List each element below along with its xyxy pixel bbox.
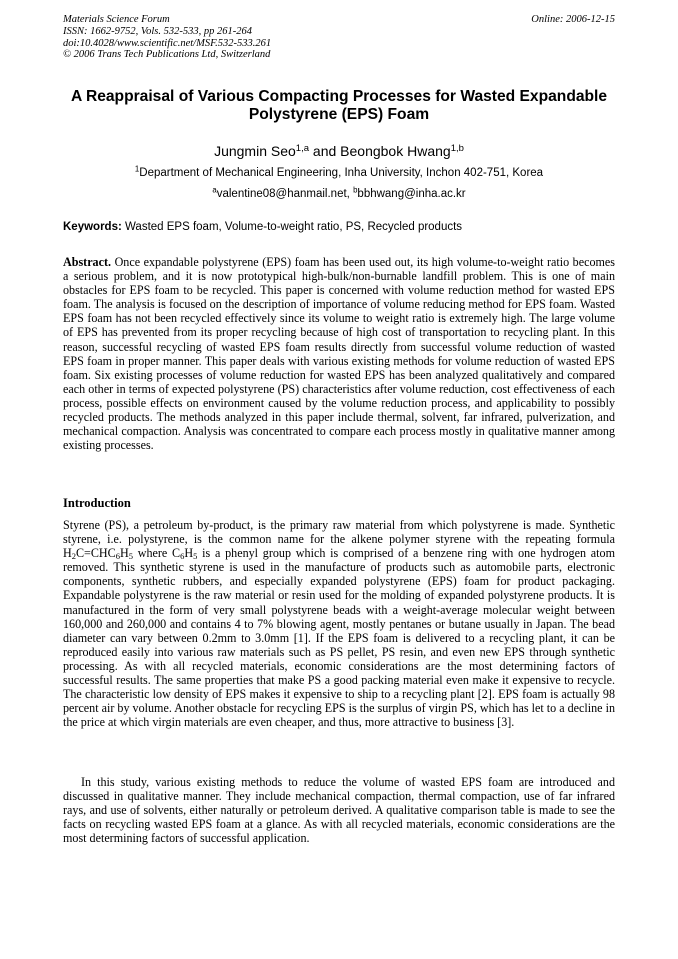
keywords-text: Wasted EPS foam, Volume-to-weight ratio, PS, Recycled products [121, 221, 463, 233]
formula-subscript: 5 [193, 551, 198, 562]
paragraph-text: is a phenyl group which is comprised of a benzene ring with one hydrogen atom removed. This synthetic styrene is used in the manufacture of products such as automobile parts, electronic components, synthetic rubbers, and especially expanded polystyrene (EPS) foam for product packaging. Expandable polystyrene is the raw material or resin used for the molding of expanded polystyrene products. It is manufactured in the form of very small polystyrene beads with a weight-average molecular weight between 160,000 and 260,000 and contains 4 to 7% blowing agent, mostly pentanes or butane usually in Japan. The bead diameter can vary between 0.2mm to 3.0mm [1]. If the EPS foam is delivered to a recycling plant, it can be reproduced easily into various raw materials such as PS pellet, PS resin, and even new EPS through synthetic processing. As with all recycled materials, economic considerations are the most determining factors of successful results. The same properties that make PS a good packing material even make it expensive to recycle. The characteristic low density of EPS makes it expensive to ship to a recycling plant [2]. EPS foam is actually 98 percent air by volume. Another obstacle for recycling EPS is the surplus of virgin PS, which has let to a decline in the price at which virgin materials are even cheaper, and thus, more attractive to business [3]. [63, 546, 615, 730]
issn-line: ISSN: 1662-9752, Vols. 532-533, pp 261-264 [63, 25, 252, 37]
affiliation-text: Department of Mechanical Engineering, Inha University, Inchon 402-751, Korea [139, 167, 544, 179]
formula-subscript: 2 [71, 551, 76, 562]
author-conjunction: and [309, 143, 341, 159]
intro-paragraph-1 [63, 518, 615, 729]
abstract-label: Abstract. [63, 255, 112, 269]
paper-title [50, 88, 628, 123]
formula-subscript: 6 [180, 551, 185, 562]
title-line-2: Polystyrene (EPS) Foam [248, 105, 430, 123]
abstract [63, 255, 615, 452]
author-emails [50, 187, 628, 201]
keywords-label: Keywords: [63, 221, 122, 233]
affiliation-superscript: 1 [134, 164, 140, 174]
email-text: bbhwang@inha.ac.kr [357, 188, 466, 200]
journal-name: Materials Science Forum [63, 14, 170, 25]
author-superscript: 1,a [295, 142, 310, 154]
author-superscript: 1,b [450, 142, 464, 154]
section-heading: Introduction [63, 496, 131, 510]
keywords [63, 220, 615, 234]
paragraph-text: C=CHC [75, 546, 116, 561]
paragraph-text: H [184, 546, 194, 561]
copyright-line: © 2006 Trans Tech Publications Ltd, Switzerland [63, 49, 271, 61]
abstract-text: Once expandable polystyrene (EPS) foam has been used out, its high volume-to-weight ratio becomes a serious problem, and it is now prototypical high-bulk/non-burnable landfill problem. This is one of main obstacles for EPS foam to be recycled. This paper is concerned with volume reduction method for wasted EPS foam. The analysis is focused on the description of importance of volume reducing method for EPS foam. Wasted EPS foam has not been recycled effectively since its volume to weight ratio is extremely high. The large volume of EPS has prevented from its proper recycling because of high cost of transportation to recycling plant. In this reason, successful recycling of wasted EPS foam results directly from successful volume reduction of wasted EPS foam in proper manner. This paper deals with various existing methods for volume reduction of wasted EPS foam. Six existing processes of volume reduction for wasted EPS has been analyzed qualitatively and compared each other in terms of expected polystyrene (PS) characteristics after volume reduction, cost effectiveness of each process, possible effects on environment caused by the volume reduction process, and applicability to possibly recycled products. The methods analyzed in this paper include thermal, solvent, far infrared, pulverization, and mechanical compaction. Analysis was concentrated to compare each process mostly in qualitative manner among existing processes. [63, 255, 615, 453]
formula-subscript: 5 [128, 551, 133, 562]
intro-paragraph-2: In this study, various existing methods to reduce the volume of wasted EPS foam are introduced and discussed in qualitative manner. They include mechanical compaction, thermal compaction, use of far infrared rays, and use of solvents, either naturally or petroleum derived. A qualitative comparison table is made to see the facts on recycling wasted EPS foam at a glance. As with all recycled materials, economic considerations are the most determining factors of successful application. [63, 775, 615, 846]
paragraph-text: Styrene (PS), a petroleum by-product, is the primary raw material from which polystyrene is made. Synthetic styrene, i.e. polystyrene, is the common name for the alkene polymer styrene with the repeating formula H [63, 518, 615, 561]
publication-info [63, 14, 271, 61]
formula-subscript: 6 [115, 551, 120, 562]
affiliation [50, 166, 628, 180]
email-text: valentine08@hanmail.net, [216, 188, 354, 200]
author-name: Jungmin Seo [214, 143, 296, 159]
author-name: Beongbok Hwang [340, 143, 451, 159]
title-line-1: A Reappraisal of Various Compacting Processes for Wasted Expandable [70, 88, 608, 105]
doi-line: doi:10.4028/www.scientific.net/MSF.532-533.261 [63, 37, 272, 49]
online-date: Online: 2006-12-15 [531, 14, 615, 25]
email-superscript: b [353, 185, 358, 195]
email-superscript: a [212, 185, 217, 195]
paragraph-text: H [119, 546, 129, 561]
author-list [50, 142, 628, 160]
paragraph-text: where C [132, 546, 181, 561]
